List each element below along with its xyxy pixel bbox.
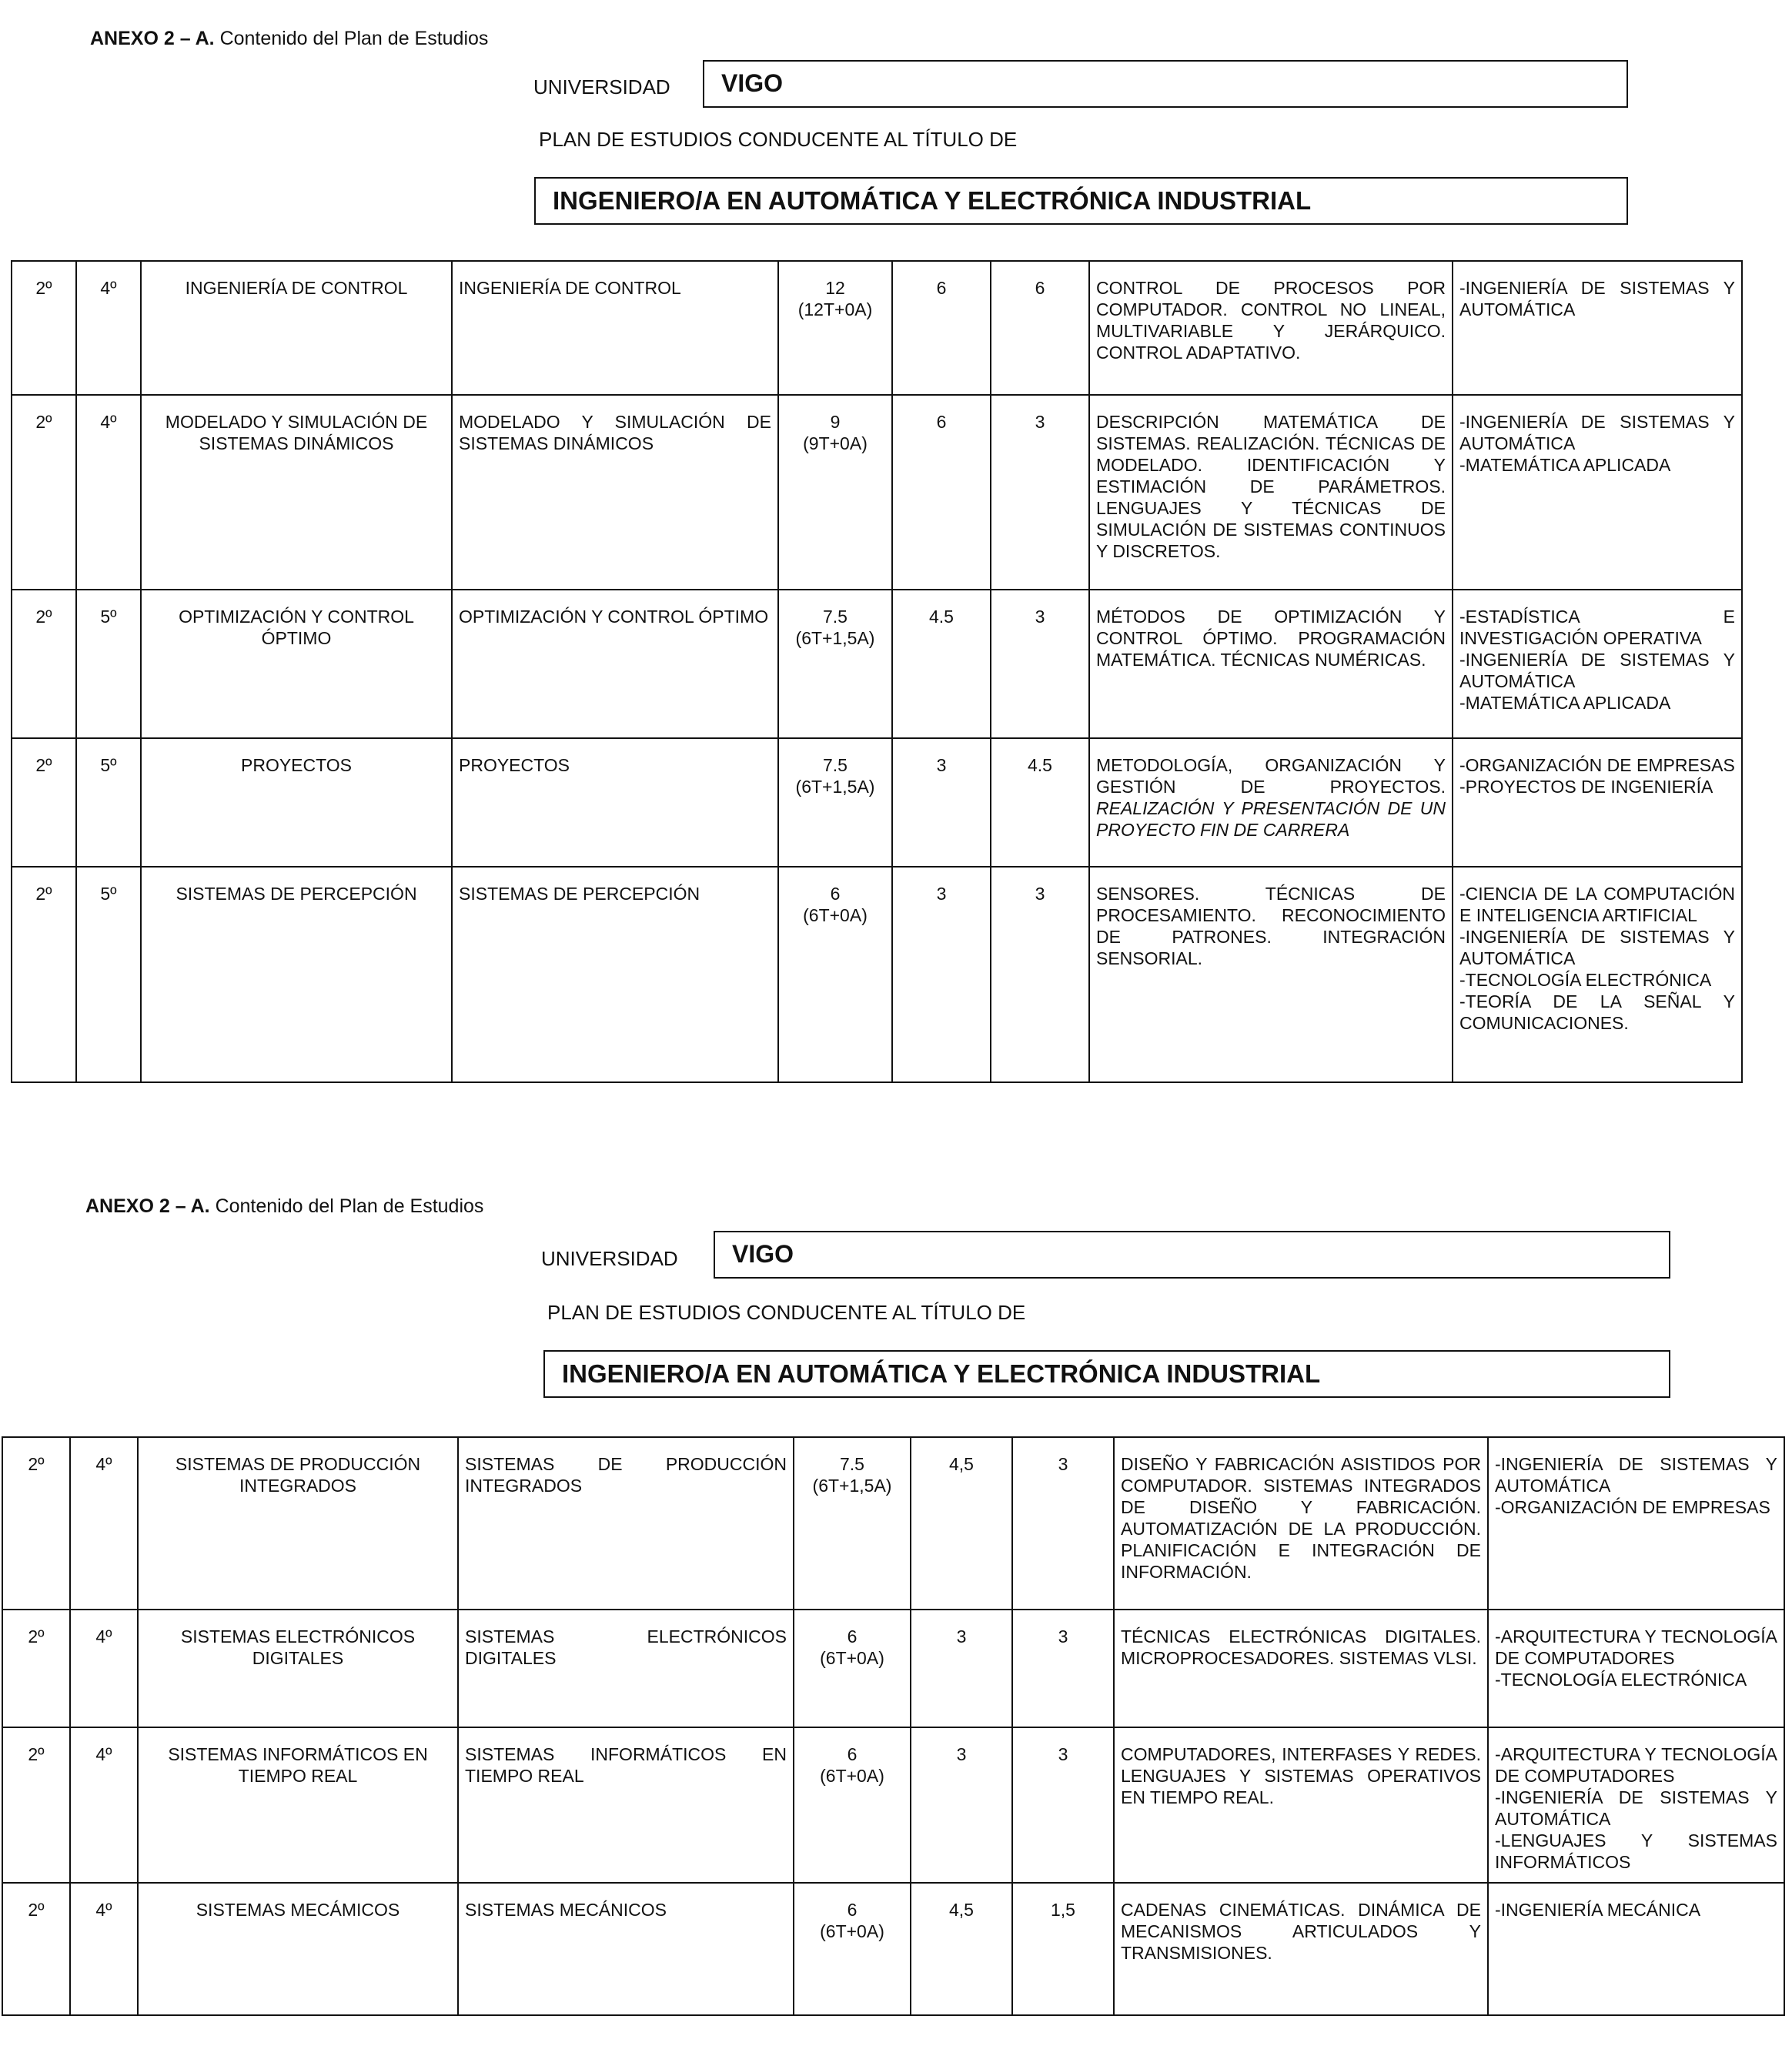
annex-heading-bold: ANEXO 2 – A.: [85, 1195, 210, 1217]
cycle-cell: 2º: [12, 395, 76, 590]
contents-text: MÉTODOS DE OPTIMIZACIÓN Y CONTROL ÓPTIMO. PROGRAMACIÓN MATEMÁTICA. TÉCNICAS NUMÉRICAS.: [1096, 607, 1446, 670]
subject-cell: SISTEMAS DE PRODUCCIÓN INTEGRADOS: [138, 1437, 458, 1610]
theory-cell: 4,5: [911, 1437, 1012, 1610]
subject-cell: OPTIMIZACIÓN Y CONTROL ÓPTIMO: [141, 590, 452, 738]
cycle-cell: 2º: [2, 1610, 70, 1727]
contents-text: METODOLOGÍA, ORGANIZACIÓN Y GESTIÓN DE PROYECTOS.: [1096, 755, 1446, 797]
subjects-table: [2, 1436, 1785, 2016]
table-row: [2, 1437, 1784, 1610]
university-label: UNIVERSIDAD: [541, 1247, 678, 1270]
subject-cell: SISTEMAS DE PERCEPCIÓN: [141, 867, 452, 1082]
credits-cell: [794, 1727, 911, 1883]
contents-cell: [1089, 395, 1453, 590]
denomination-cell: MODELADO Y SIMULACIÓN DE SISTEMAS DINÁMICOS: [452, 395, 778, 590]
table-row: [2, 1883, 1784, 2015]
area-item: -TEORÍA DE LA SEÑAL Y COMUNICACIONES.: [1459, 991, 1735, 1034]
area-item: -TECNOLOGÍA ELECTRÓNICA: [1495, 1670, 1747, 1690]
annex-heading-text: Contenido del Plan de Estudios: [209, 1195, 484, 1217]
areas-cell: [1453, 261, 1742, 395]
annex-heading: [90, 28, 488, 50]
table-row: [12, 867, 1742, 1082]
contents-text: COMPUTADORES, INTERFASES Y REDES. LENGUAJES Y SISTEMAS OPERATIVOS EN TIEMPO REAL.: [1121, 1744, 1481, 1808]
annex-heading: [85, 1195, 483, 1218]
university-label: UNIVERSIDAD: [533, 75, 670, 99]
denomination-cell: SISTEMAS DE PERCEPCIÓN: [452, 867, 778, 1082]
subjects-table: [11, 260, 1743, 1083]
area-item: -INGENIERÍA MECÁNICA: [1495, 1900, 1701, 1921]
course-cell: 5º: [76, 738, 141, 867]
annex-heading-bold: ANEXO 2 – A.: [90, 28, 215, 49]
areas-cell: [1488, 1437, 1784, 1610]
practice-cell: 3: [991, 590, 1089, 738]
contents-cell: [1114, 1727, 1488, 1883]
course-cell: 4º: [70, 1437, 138, 1610]
credits-cell: [778, 395, 892, 590]
contents-text: DESCRIPCIÓN MATEMÁTICA DE SISTEMAS. REALIZACIÓN. TÉCNICAS DE MODELADO. IDENTIFICACIÓN Y ESTIMACIÓN DE PARÁMETROS. LENGUAJES Y TÉCNICAS DE SIMULACIÓN DE SISTEMAS CONTINUOS Y DISCRETOS.: [1096, 412, 1446, 562]
credits-total: 6: [847, 1744, 858, 1764]
practice-cell: 3: [1012, 1610, 1114, 1727]
areas-cell: [1453, 867, 1742, 1082]
table-row: [12, 590, 1742, 738]
subject-cell: INGENIERÍA DE CONTROL: [141, 261, 452, 395]
degree-title-box: INGENIERO/A EN AUTOMÁTICA Y ELECTRÓNICA INDUSTRIAL: [534, 177, 1628, 225]
practice-cell: 3: [1012, 1727, 1114, 1883]
contents-cell: [1114, 1610, 1488, 1727]
cycle-cell: 2º: [12, 738, 76, 867]
area-item: -INGENIERÍA DE SISTEMAS Y AUTOMÁTICA: [1459, 927, 1735, 969]
credits-total: 7.5: [823, 755, 848, 775]
contents-text: CADENAS CINEMÁTICAS. DINÁMICA DE MECANISMOS ARTICULADOS Y TRANSMISIONES.: [1121, 1900, 1481, 1964]
area-item: -LENGUAJES Y SISTEMAS INFORMÁTICOS: [1495, 1830, 1777, 1873]
cycle-cell: 2º: [2, 1727, 70, 1883]
subject-cell: PROYECTOS: [141, 738, 452, 867]
cycle-cell: 2º: [2, 1883, 70, 2015]
practice-cell: 3: [991, 395, 1089, 590]
credits-total: 7.5: [823, 607, 848, 627]
contents-text: CONTROL DE PROCESOS POR COMPUTADOR. CONTROL NO LINEAL, MULTIVARIABLE Y JERÁRQUICO. CONTROL ADAPTATIVO.: [1096, 278, 1446, 363]
contents-italic: REALIZACIÓN Y PRESENTACIÓN DE UN PROYECTO FIN DE CARRERA: [1096, 798, 1446, 841]
course-cell: 4º: [70, 1883, 138, 2015]
credits-total: 9: [830, 412, 841, 432]
area-item: -ARQUITECTURA Y TECNOLOGÍA DE COMPUTADORES: [1495, 1744, 1777, 1787]
contents-text: TÉCNICAS ELECTRÓNICAS DIGITALES. MICROPROCESADORES. SISTEMAS VLSI.: [1121, 1626, 1481, 1669]
credits-total: 12: [825, 278, 845, 298]
area-item: -ARQUITECTURA Y TECNOLOGÍA DE COMPUTADORES: [1495, 1626, 1777, 1669]
credits-cell: [778, 261, 892, 395]
theory-cell: 3: [892, 867, 991, 1082]
area-item: -INGENIERÍA DE SISTEMAS Y AUTOMÁTICA: [1459, 412, 1735, 454]
table-row: [12, 738, 1742, 867]
practice-cell: 3: [991, 867, 1089, 1082]
practice-cell: 1,5: [1012, 1883, 1114, 2015]
areas-cell: [1453, 395, 1742, 590]
practice-cell: 3: [1012, 1437, 1114, 1610]
practice-cell: 6: [991, 261, 1089, 395]
denomination-cell: PROYECTOS: [452, 738, 778, 867]
contents-cell: [1089, 590, 1453, 738]
course-cell: 4º: [70, 1727, 138, 1883]
subject-cell: SISTEMAS ELECTRÓNICOS DIGITALES: [138, 1610, 458, 1727]
theory-cell: 6: [892, 261, 991, 395]
contents-cell: [1089, 867, 1453, 1082]
theory-cell: 6: [892, 395, 991, 590]
credits-total: 7.5: [840, 1454, 864, 1474]
areas-cell: [1488, 1883, 1784, 2015]
degree-title-box: INGENIERO/A EN AUTOMÁTICA Y ELECTRÓNICA INDUSTRIAL: [543, 1350, 1670, 1398]
plan-label: PLAN DE ESTUDIOS CONDUCENTE AL TÍTULO DE: [547, 1301, 1026, 1324]
theory-cell: 3: [911, 1727, 1012, 1883]
credits-detail: (6T+0A): [820, 1921, 884, 1942]
denomination-cell: SISTEMAS DE PRODUCCIÓN INTEGRADOS: [458, 1437, 794, 1610]
cycle-cell: 2º: [2, 1437, 70, 1610]
cycle-cell: 2º: [12, 867, 76, 1082]
course-cell: 4º: [76, 261, 141, 395]
contents-cell: [1089, 738, 1453, 867]
area-item: -MATEMÁTICA APLICADA: [1459, 455, 1671, 476]
areas-cell: [1488, 1727, 1784, 1883]
table-row: [2, 1727, 1784, 1883]
credits-cell: [794, 1610, 911, 1727]
course-cell: 4º: [70, 1610, 138, 1727]
credits-cell: [794, 1883, 911, 2015]
denomination-cell: OPTIMIZACIÓN Y CONTROL ÓPTIMO: [452, 590, 778, 738]
subject-cell: SISTEMAS MECÁMICOS: [138, 1883, 458, 2015]
subject-cell: MODELADO Y SIMULACIÓN DE SISTEMAS DINÁMICOS: [141, 395, 452, 590]
table-row: [12, 395, 1742, 590]
credits-detail: (6T+1,5A): [795, 628, 875, 649]
credits-detail: (6T+0A): [820, 1766, 884, 1787]
university-value-box: VIGO: [714, 1231, 1670, 1279]
cycle-cell: 2º: [12, 590, 76, 738]
credits-detail: (6T+1,5A): [795, 777, 875, 797]
denomination-cell: SISTEMAS MECÁNICOS: [458, 1883, 794, 2015]
credits-detail: (9T+0A): [803, 433, 868, 454]
contents-text: DISEÑO Y FABRICACIÓN ASISTIDOS POR COMPUTADOR. SISTEMAS INTEGRADOS DE DISEÑO Y FABRICACIÓN. AUTOMATIZACIÓN DE LA PRODUCCIÓN. PLANIFICACIÓN E INTEGRACIÓN DE INFORMACIÓN.: [1121, 1454, 1481, 1583]
credits-detail: (6T+0A): [820, 1648, 884, 1669]
contents-cell: [1089, 261, 1453, 395]
course-cell: 5º: [76, 867, 141, 1082]
area-item: -PROYECTOS DE INGENIERÍA: [1459, 777, 1713, 797]
area-item: -INGENIERÍA DE SISTEMAS Y AUTOMÁTICA: [1459, 278, 1735, 320]
denomination-cell: SISTEMAS INFORMÁTICOS EN TIEMPO REAL: [458, 1727, 794, 1883]
denomination-cell: SISTEMAS ELECTRÓNICOS DIGITALES: [458, 1610, 794, 1727]
theory-cell: 4,5: [911, 1883, 1012, 2015]
plan-label: PLAN DE ESTUDIOS CONDUCENTE AL TÍTULO DE: [539, 128, 1018, 151]
credits-total: 6: [847, 1626, 858, 1646]
credits-total: 6: [830, 884, 841, 904]
area-item: -MATEMÁTICA APLICADA: [1459, 693, 1671, 714]
table-row: [12, 261, 1742, 395]
area-item: -ORGANIZACIÓN DE EMPRESAS: [1495, 1497, 1770, 1518]
theory-cell: 4.5: [892, 590, 991, 738]
area-item: -INGENIERÍA DE SISTEMAS Y AUTOMÁTICA: [1495, 1454, 1777, 1496]
credits-cell: [778, 590, 892, 738]
table-row: [2, 1610, 1784, 1727]
practice-cell: 4.5: [991, 738, 1089, 867]
areas-cell: [1488, 1610, 1784, 1727]
areas-cell: [1453, 590, 1742, 738]
contents-text: SENSORES. TÉCNICAS DE PROCESAMIENTO. RECONOCIMIENTO DE PATRONES. INTEGRACIÓN SENSORIAL.: [1096, 884, 1446, 969]
contents-cell: [1114, 1883, 1488, 2015]
course-cell: 5º: [76, 590, 141, 738]
areas-cell: [1453, 738, 1742, 867]
area-item: -CIENCIA DE LA COMPUTACIÓN E INTELIGENCIA ARTIFICIAL: [1459, 884, 1735, 926]
theory-cell: 3: [892, 738, 991, 867]
credits-detail: (6T+0A): [803, 905, 868, 926]
credits-cell: [794, 1437, 911, 1610]
theory-cell: 3: [911, 1610, 1012, 1727]
area-item: -INGENIERÍA DE SISTEMAS Y AUTOMÁTICA: [1495, 1787, 1777, 1830]
credits-detail: (6T+1,5A): [812, 1476, 892, 1496]
credits-total: 6: [847, 1900, 858, 1921]
cycle-cell: 2º: [12, 261, 76, 395]
area-item: -ORGANIZACIÓN DE EMPRESAS: [1459, 755, 1735, 775]
course-cell: 4º: [76, 395, 141, 590]
credits-cell: [778, 738, 892, 867]
area-item: -INGENIERÍA DE SISTEMAS Y AUTOMÁTICA: [1459, 650, 1735, 692]
denomination-cell: INGENIERÍA DE CONTROL: [452, 261, 778, 395]
annex-heading-text: Contenido del Plan de Estudios: [214, 28, 489, 49]
contents-cell: [1114, 1437, 1488, 1610]
credits-detail: (12T+0A): [797, 299, 873, 320]
credits-cell: [778, 867, 892, 1082]
area-item: -TECNOLOGÍA ELECTRÓNICA: [1459, 970, 1712, 991]
university-value-box: VIGO: [703, 60, 1628, 108]
subject-cell: SISTEMAS INFORMÁTICOS EN TIEMPO REAL: [138, 1727, 458, 1883]
area-item: -ESTADÍSTICA E INVESTIGACIÓN OPERATIVA: [1459, 607, 1735, 649]
